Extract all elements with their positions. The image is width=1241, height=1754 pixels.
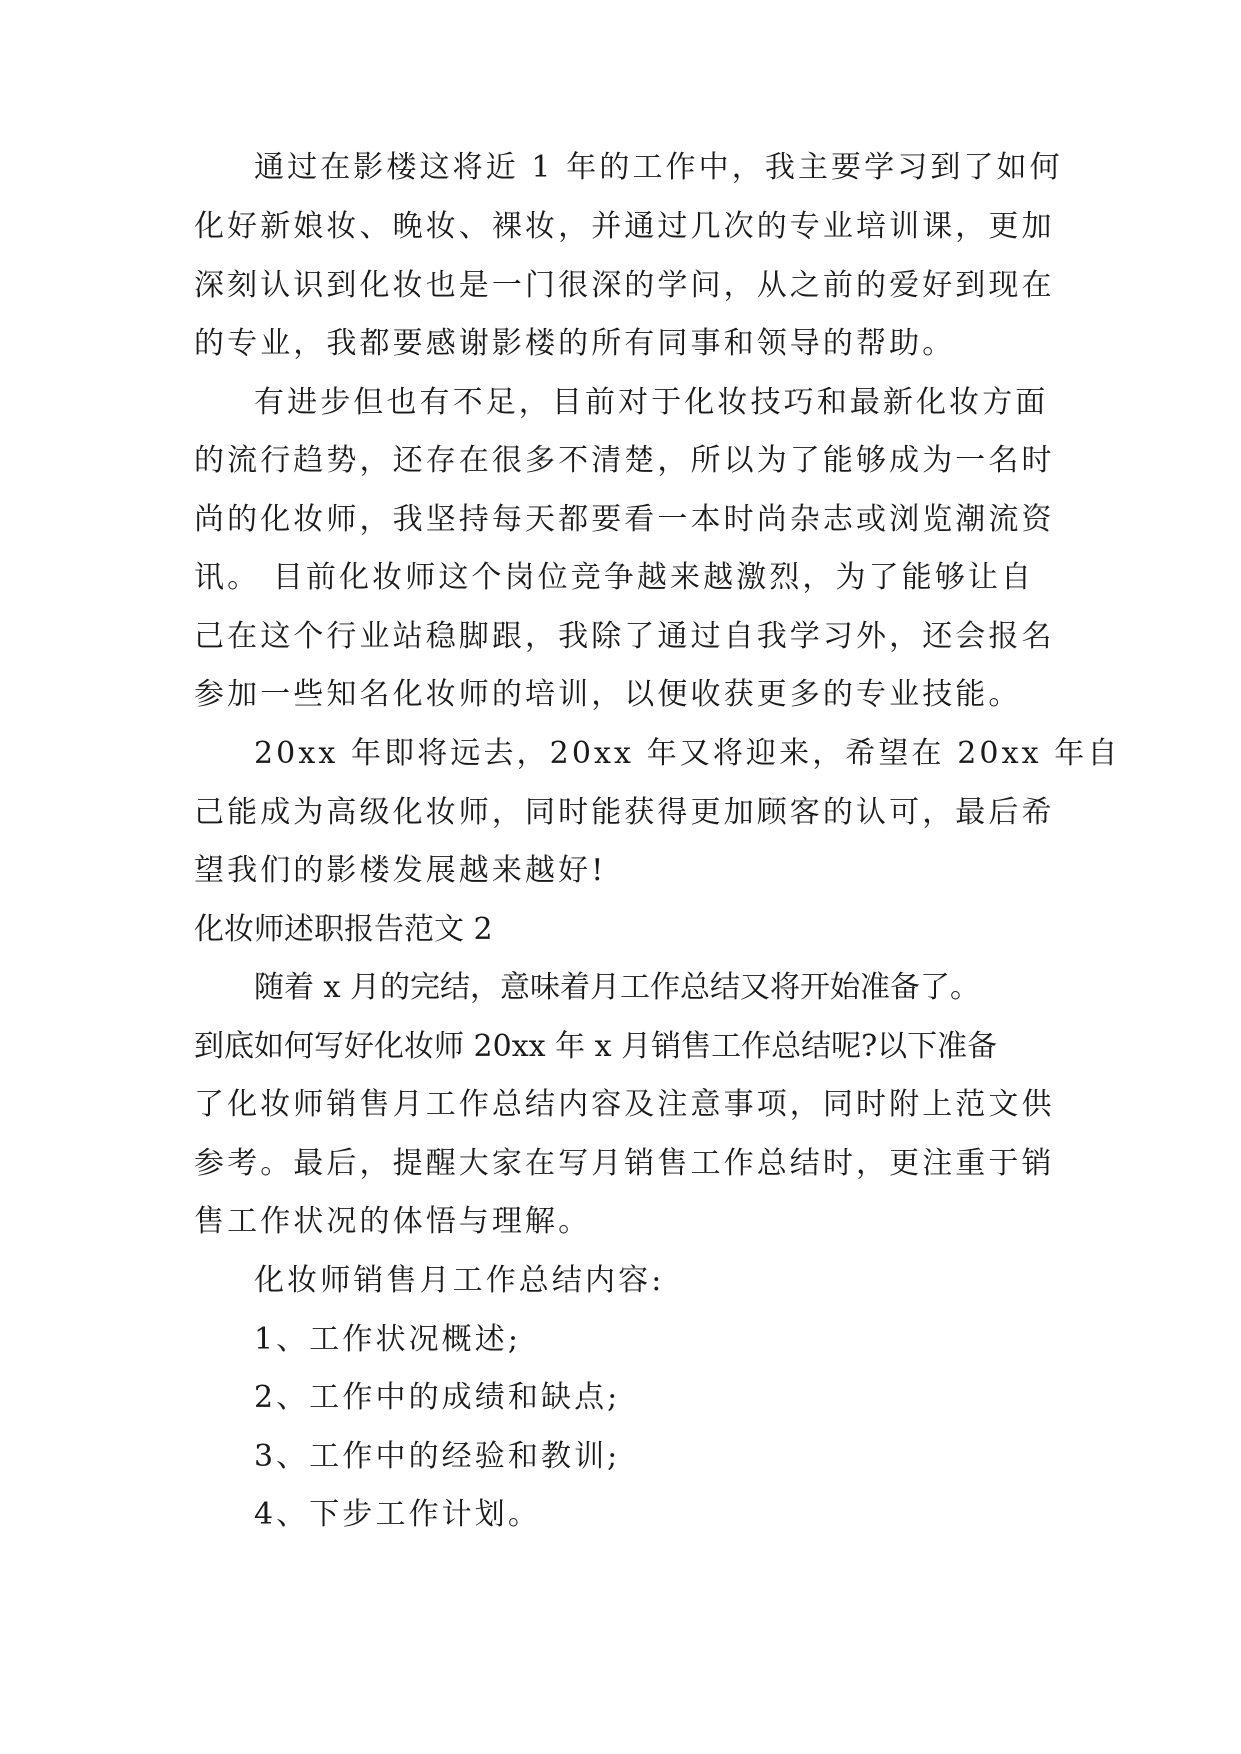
paragraph-line: 尚的化妆师，我坚持每天都要看一本时尚杂志或浏览潮流资 bbox=[194, 502, 1055, 537]
paragraph-line: 到底如何写好化妆师 20xx 年 x 月销售工作总结呢?以下准备 bbox=[194, 1029, 998, 1064]
list-heading: 化妆师销售月工作总结内容: bbox=[254, 1263, 665, 1298]
list-item: 2、工作中的成绩和缺点; bbox=[254, 1380, 621, 1415]
list-item: 4、下步工作计划。 bbox=[254, 1497, 541, 1532]
paragraph-line: 化好新娘妆、晚妆、裸妆，并通过几次的专业培训课，更加 bbox=[194, 209, 1055, 244]
list-item: 3、工作中的经验和教训; bbox=[254, 1439, 621, 1474]
paragraph-line: 讯。 目前化妆师这个岗位竞争越来越激烈，为了能够让自 bbox=[194, 560, 1035, 595]
paragraph-line: 深刻认识到化妆也是一门很深的学问，从之前的爱好到现在 bbox=[194, 268, 1055, 303]
paragraph-line: 了化妆师销售月工作总结内容及注意事项，同时附上范文供 bbox=[194, 1087, 1055, 1122]
paragraph-line: 参加一些知名化妆师的培训，以便收获更多的专业技能。 bbox=[194, 677, 1022, 712]
paragraph-line: 己能成为高级化妆师，同时能获得更加顾客的认可，最后希 bbox=[194, 795, 1055, 830]
paragraph-line: 的流行趋势，还存在很多不清楚，所以为了能够成为一名时 bbox=[194, 443, 1055, 478]
paragraph-line: 有进步但也有不足，目前对于化妆技巧和最新化妆方面 bbox=[254, 385, 1049, 420]
section-heading: 化妆师述职报告范文 2 bbox=[194, 912, 493, 947]
paragraph-line: 通过在影楼这将近 1 年的工作中，我主要学习到了如何 bbox=[254, 150, 1063, 185]
paragraph-line: 的专业，我都要感谢影楼的所有同事和领导的帮助。 bbox=[194, 326, 956, 361]
list-item: 1、工作状况概述; bbox=[254, 1322, 522, 1357]
paragraph-line: 随着 x 月的完结，意味着月工作总结又将开始准备了。 bbox=[254, 970, 980, 1005]
paragraph-line: 参考。最后，提醒大家在写月销售工作总结时，更注重于销 bbox=[194, 1146, 1055, 1181]
paragraph-line: 售工作状况的体悟与理解。 bbox=[194, 1204, 592, 1239]
paragraph-line: 己在这个行业站稳脚跟，我除了通过自我学习外，还会报名 bbox=[194, 619, 1055, 654]
paragraph-line: 望我们的影楼发展越来越好! bbox=[194, 853, 607, 888]
paragraph-line: 20xx 年即将远去，20xx 年又将迎来，希望在 20xx 年自 bbox=[254, 736, 1121, 771]
